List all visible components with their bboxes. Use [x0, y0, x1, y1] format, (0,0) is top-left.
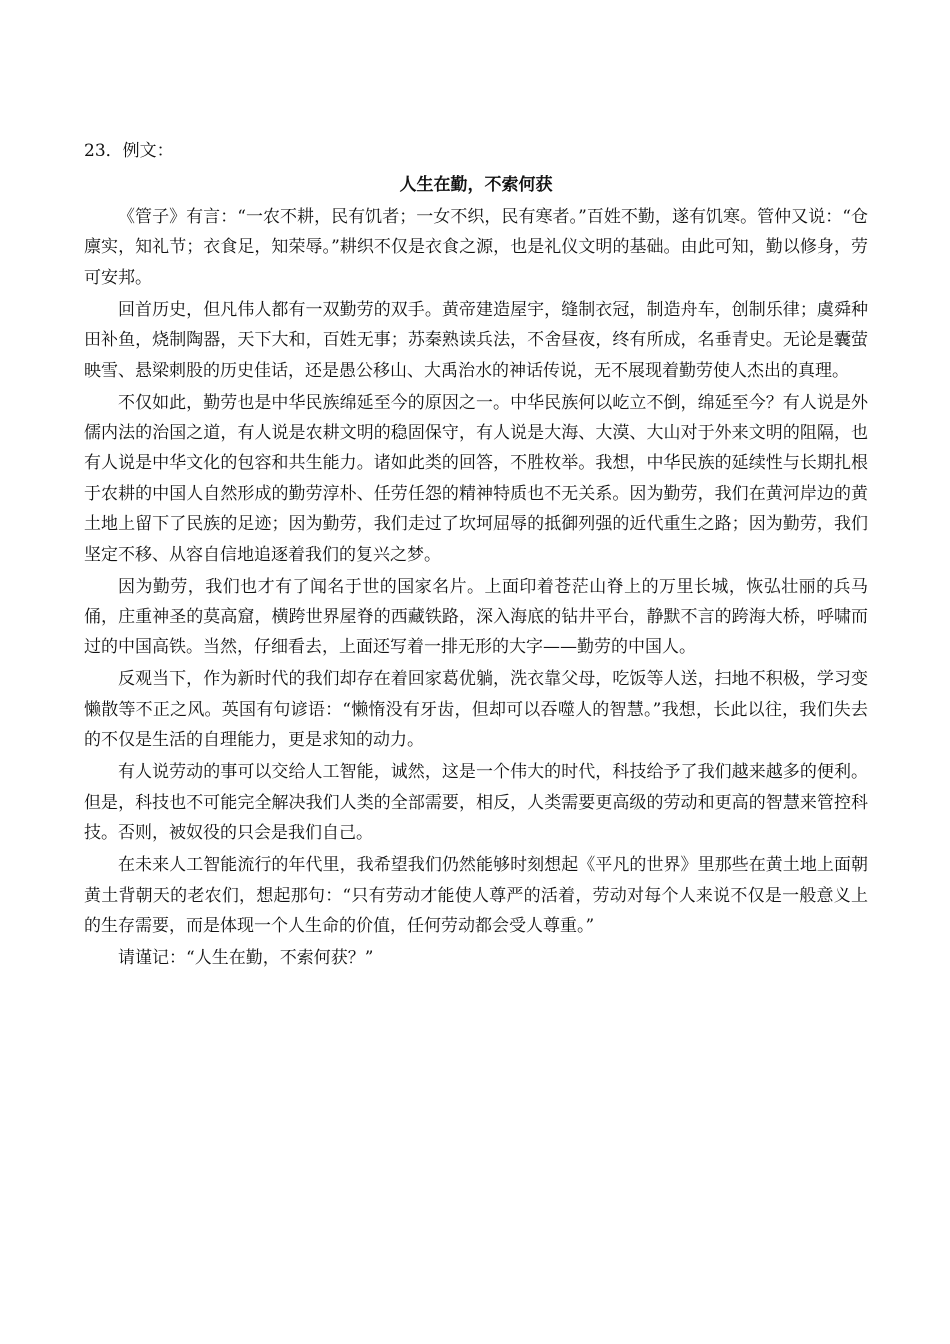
paragraph-3: 不仅如此，勤劳也是中华民族绵延至今的原因之一。中华民族何以屹立不倒，绵延至今？有人说是外儒内法的治国之道，有人说是农耕文明的稳固保守，有人说是大海、大漠、大山对于外来文明的阻隔，也有人说是中华文化的包容和共生能力。诸如此类的回答，不胜枚举。我想，中华民族的延续性与长期扎根于农耕的中国人自然形成的勤劳淳朴、任劳任怨的精神特质也不无关系。因为勤劳，我们在黄河岸边的黄土地上留下了民族的足迹；因为勤劳，我们走过了坎坷屈辱的抵御列强的近代重生之路；因为勤劳，我们坚定不移、从容自信地追逐着我们的复兴之梦。 — [84, 392, 868, 565]
paragraph-7: 在未来人工智能流行的年代里，我希望我们仍然能够时刻想起《平凡的世界》里那些在黄土地上面朝黄土背朝天的老农们，想起那句：“只有劳动才能使人尊严的活着，劳动对每个人来说不仅是一般意义上的生存需要，而是体现一个人生命的价值，任何劳动都会受人尊重。” — [84, 855, 868, 936]
paragraph-5: 反观当下，作为新时代的我们却存在着回家葛优躺，洗衣靠父母，吃饭等人送，扫地不积极，学习变懒散等不正之风。英国有句谚语：“懒惰没有牙齿，但却可以吞噬人的智慧。”我想，长此以往，我们失去的不仅是生活的自理能力，更是求知的动力。 — [84, 669, 868, 751]
paragraph-6: 有人说劳动的事可以交给人工智能，诚然，这是一个伟大的时代，科技给予了我们越来越多的便利。但是，科技也不可能完全解决我们人类的全部需要，相反，人类需要更高级的劳动和更高的智慧来管控科技。否则，被奴役的只会是我们自己。 — [84, 762, 868, 844]
paragraph-2: 回首历史，但凡伟人都有一双勤劳的双手。黄帝建造屋宇，缝制衣冠，制造舟车，创制乐律；虞舜种田补鱼，烧制陶器，天下大和，百姓无事；苏秦熟读兵法，不舍昼夜，终有所成，名垂青史。无论是囊萤映雪、悬梁刺股的历史佳话，还是愚公移山、大禹治水的神话传说，无不展现着勤劳使人杰出的真理。 — [84, 299, 868, 381]
paragraph-1: 《管子》有言：“一农不耕，民有饥者；一女不织，民有寒者。”百姓不勤，遂有饥寒。管仲又说：“仓廪实，知礼节；衣食足，知荣辱。”耕织不仅是衣食之源，也是礼仪文明的基础。由此可知，勤以修身，劳可安邦。 — [84, 207, 868, 288]
question-heading: 23．例文： — [84, 141, 174, 161]
essay-title: 人生在勤，不索何获 — [399, 175, 553, 195]
document-page — [84, 136, 868, 975]
paragraph-4: 因为勤劳，我们也才有了闻名于世的国家名片。上面印着苍茫山脊上的万里长城，恢弘壮丽的兵马俑，庄重神圣的莫高窟，横跨世界屋脊的西藏铁路，深入海底的钻井平台，静默不言的跨海大桥，呼啸而过的中国高铁。当然，仔细看去，上面还写着一排无形的大字——勤劳的中国人。 — [84, 576, 868, 658]
paragraph-8: 请谨记：“人生在勤，不索何获？” — [118, 947, 374, 968]
